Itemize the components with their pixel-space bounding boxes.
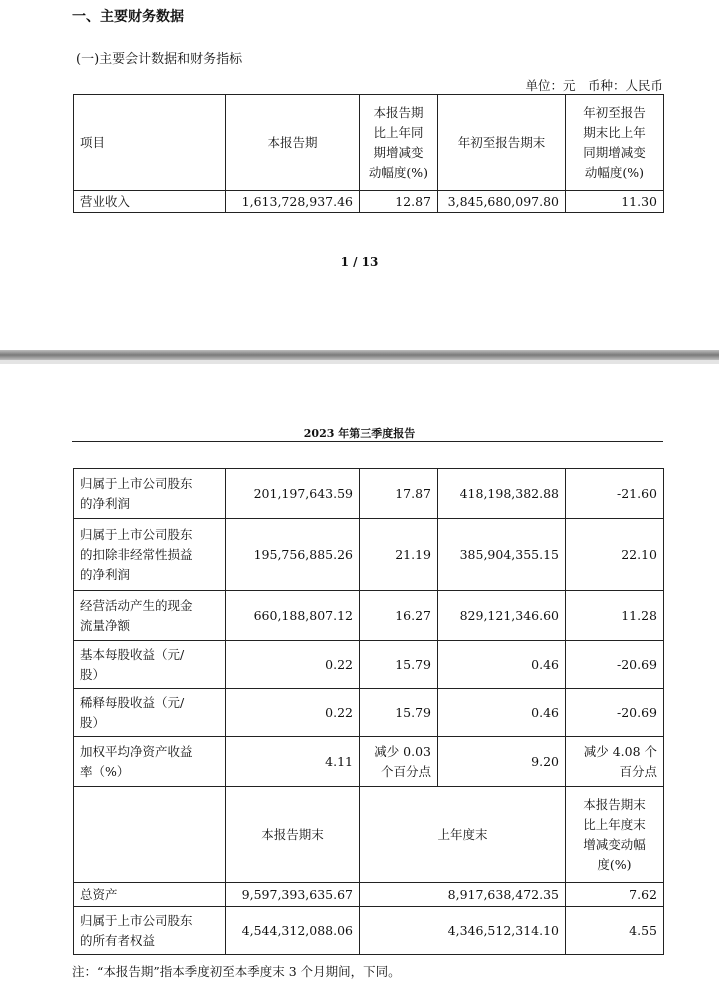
header-rule xyxy=(72,441,663,442)
row-prior-year-end: 8,917,638,472.35 xyxy=(360,883,566,907)
table-row xyxy=(74,191,664,213)
row-item: 经营活动产生的现金 流量净额 xyxy=(74,591,226,641)
row-ytd: 829,121,346.60 xyxy=(438,591,566,641)
page-number: 1 / 13 xyxy=(340,255,379,269)
row-item: 营业收入 xyxy=(74,191,226,213)
table-row xyxy=(74,907,664,955)
row-current: 0.22 xyxy=(226,689,360,737)
row-current-change: 16.27 xyxy=(360,591,438,641)
page-break-shadow xyxy=(0,360,719,364)
row-ytd-change: -20.69 xyxy=(566,641,664,689)
row-item: 归属于上市公司股东 的净利润 xyxy=(74,469,226,519)
row-ytd-change: -21.60 xyxy=(566,469,664,519)
table-row xyxy=(74,883,664,907)
row-change: 4.55 xyxy=(566,907,664,955)
row-current-change: 15.79 xyxy=(360,689,438,737)
row-ytd: 0.46 xyxy=(438,641,566,689)
subsection-title: (一)主要会计数据和财务指标 xyxy=(76,52,243,67)
financial-table-page2 xyxy=(73,468,664,955)
table-row xyxy=(74,591,664,641)
table-row xyxy=(74,469,664,519)
unit-currency-line: 单位：元 币种：人民币 xyxy=(525,78,663,93)
footnote: 注：“本报告期”指本季度初至本季度末 3 个月期间，下同。 xyxy=(72,964,401,979)
subheader-item-blank xyxy=(74,787,226,883)
row-item: 稀释每股收益（元/ 股） xyxy=(74,689,226,737)
row-item: 加权平均净资产收益 率（%） xyxy=(74,737,226,787)
row-ytd-change: 减少 4.08 个 百分点 xyxy=(566,737,664,787)
subheader-period-end: 本报告期末 xyxy=(226,787,360,883)
row-ytd: 3,845,680,097.80 xyxy=(438,191,566,213)
table-row xyxy=(74,737,664,787)
row-item: 归属于上市公司股东 的所有者权益 xyxy=(74,907,226,955)
row-period-end: 9,597,393,635.67 xyxy=(226,883,360,907)
subheader-change: 本报告期末 比上年度末 增减变动幅 度(%) xyxy=(566,787,664,883)
row-ytd-change: 11.30 xyxy=(566,191,664,213)
row-current: 201,197,643.59 xyxy=(226,469,360,519)
row-ytd: 385,904,355.15 xyxy=(438,519,566,591)
table-header-row xyxy=(74,95,664,191)
header-item: 项目 xyxy=(74,95,226,191)
row-ytd: 418,198,382.88 xyxy=(438,469,566,519)
table-row xyxy=(74,641,664,689)
header-ytd-change: 年初至报告 期末比上年 同期增减变 动幅度(%) xyxy=(566,95,664,191)
row-item: 归属于上市公司股东 的扣除非经常性损益 的净利润 xyxy=(74,519,226,591)
row-ytd-change: 11.28 xyxy=(566,591,664,641)
subheader-prior-year-end: 上年度末 xyxy=(360,787,566,883)
row-current-change: 减少 0.03 个百分点 xyxy=(360,737,438,787)
header-ytd: 年初至报告期末 xyxy=(438,95,566,191)
row-current: 195,756,885.26 xyxy=(226,519,360,591)
table-row xyxy=(74,519,664,591)
row-current: 0.22 xyxy=(226,641,360,689)
report-header-title: 2023 年第三季度报告 xyxy=(303,427,416,440)
row-current-change: 21.19 xyxy=(360,519,438,591)
row-current-change: 15.79 xyxy=(360,641,438,689)
row-current: 4.11 xyxy=(226,737,360,787)
row-period-end: 4,544,312,088.06 xyxy=(226,907,360,955)
header-current-period: 本报告期 xyxy=(226,95,360,191)
row-change: 7.62 xyxy=(566,883,664,907)
header-current-change: 本报告期 比上年同 期增减变 动幅度(%) xyxy=(360,95,438,191)
row-current-change: 12.87 xyxy=(360,191,438,213)
row-ytd: 9.20 xyxy=(438,737,566,787)
page-break-divider xyxy=(0,350,719,360)
row-item: 基本每股收益（元/ 股） xyxy=(74,641,226,689)
row-ytd: 0.46 xyxy=(438,689,566,737)
row-current: 660,188,807.12 xyxy=(226,591,360,641)
table-subheader-row xyxy=(74,787,664,883)
section-title: 一、主要财务数据 xyxy=(72,9,184,25)
row-ytd-change: -20.69 xyxy=(566,689,664,737)
row-current-change: 17.87 xyxy=(360,469,438,519)
row-current: 1,613,728,937.46 xyxy=(226,191,360,213)
row-prior-year-end: 4,346,512,314.10 xyxy=(360,907,566,955)
row-item: 总资产 xyxy=(74,883,226,907)
table-row xyxy=(74,689,664,737)
row-ytd-change: 22.10 xyxy=(566,519,664,591)
financial-table-page1 xyxy=(73,94,664,213)
